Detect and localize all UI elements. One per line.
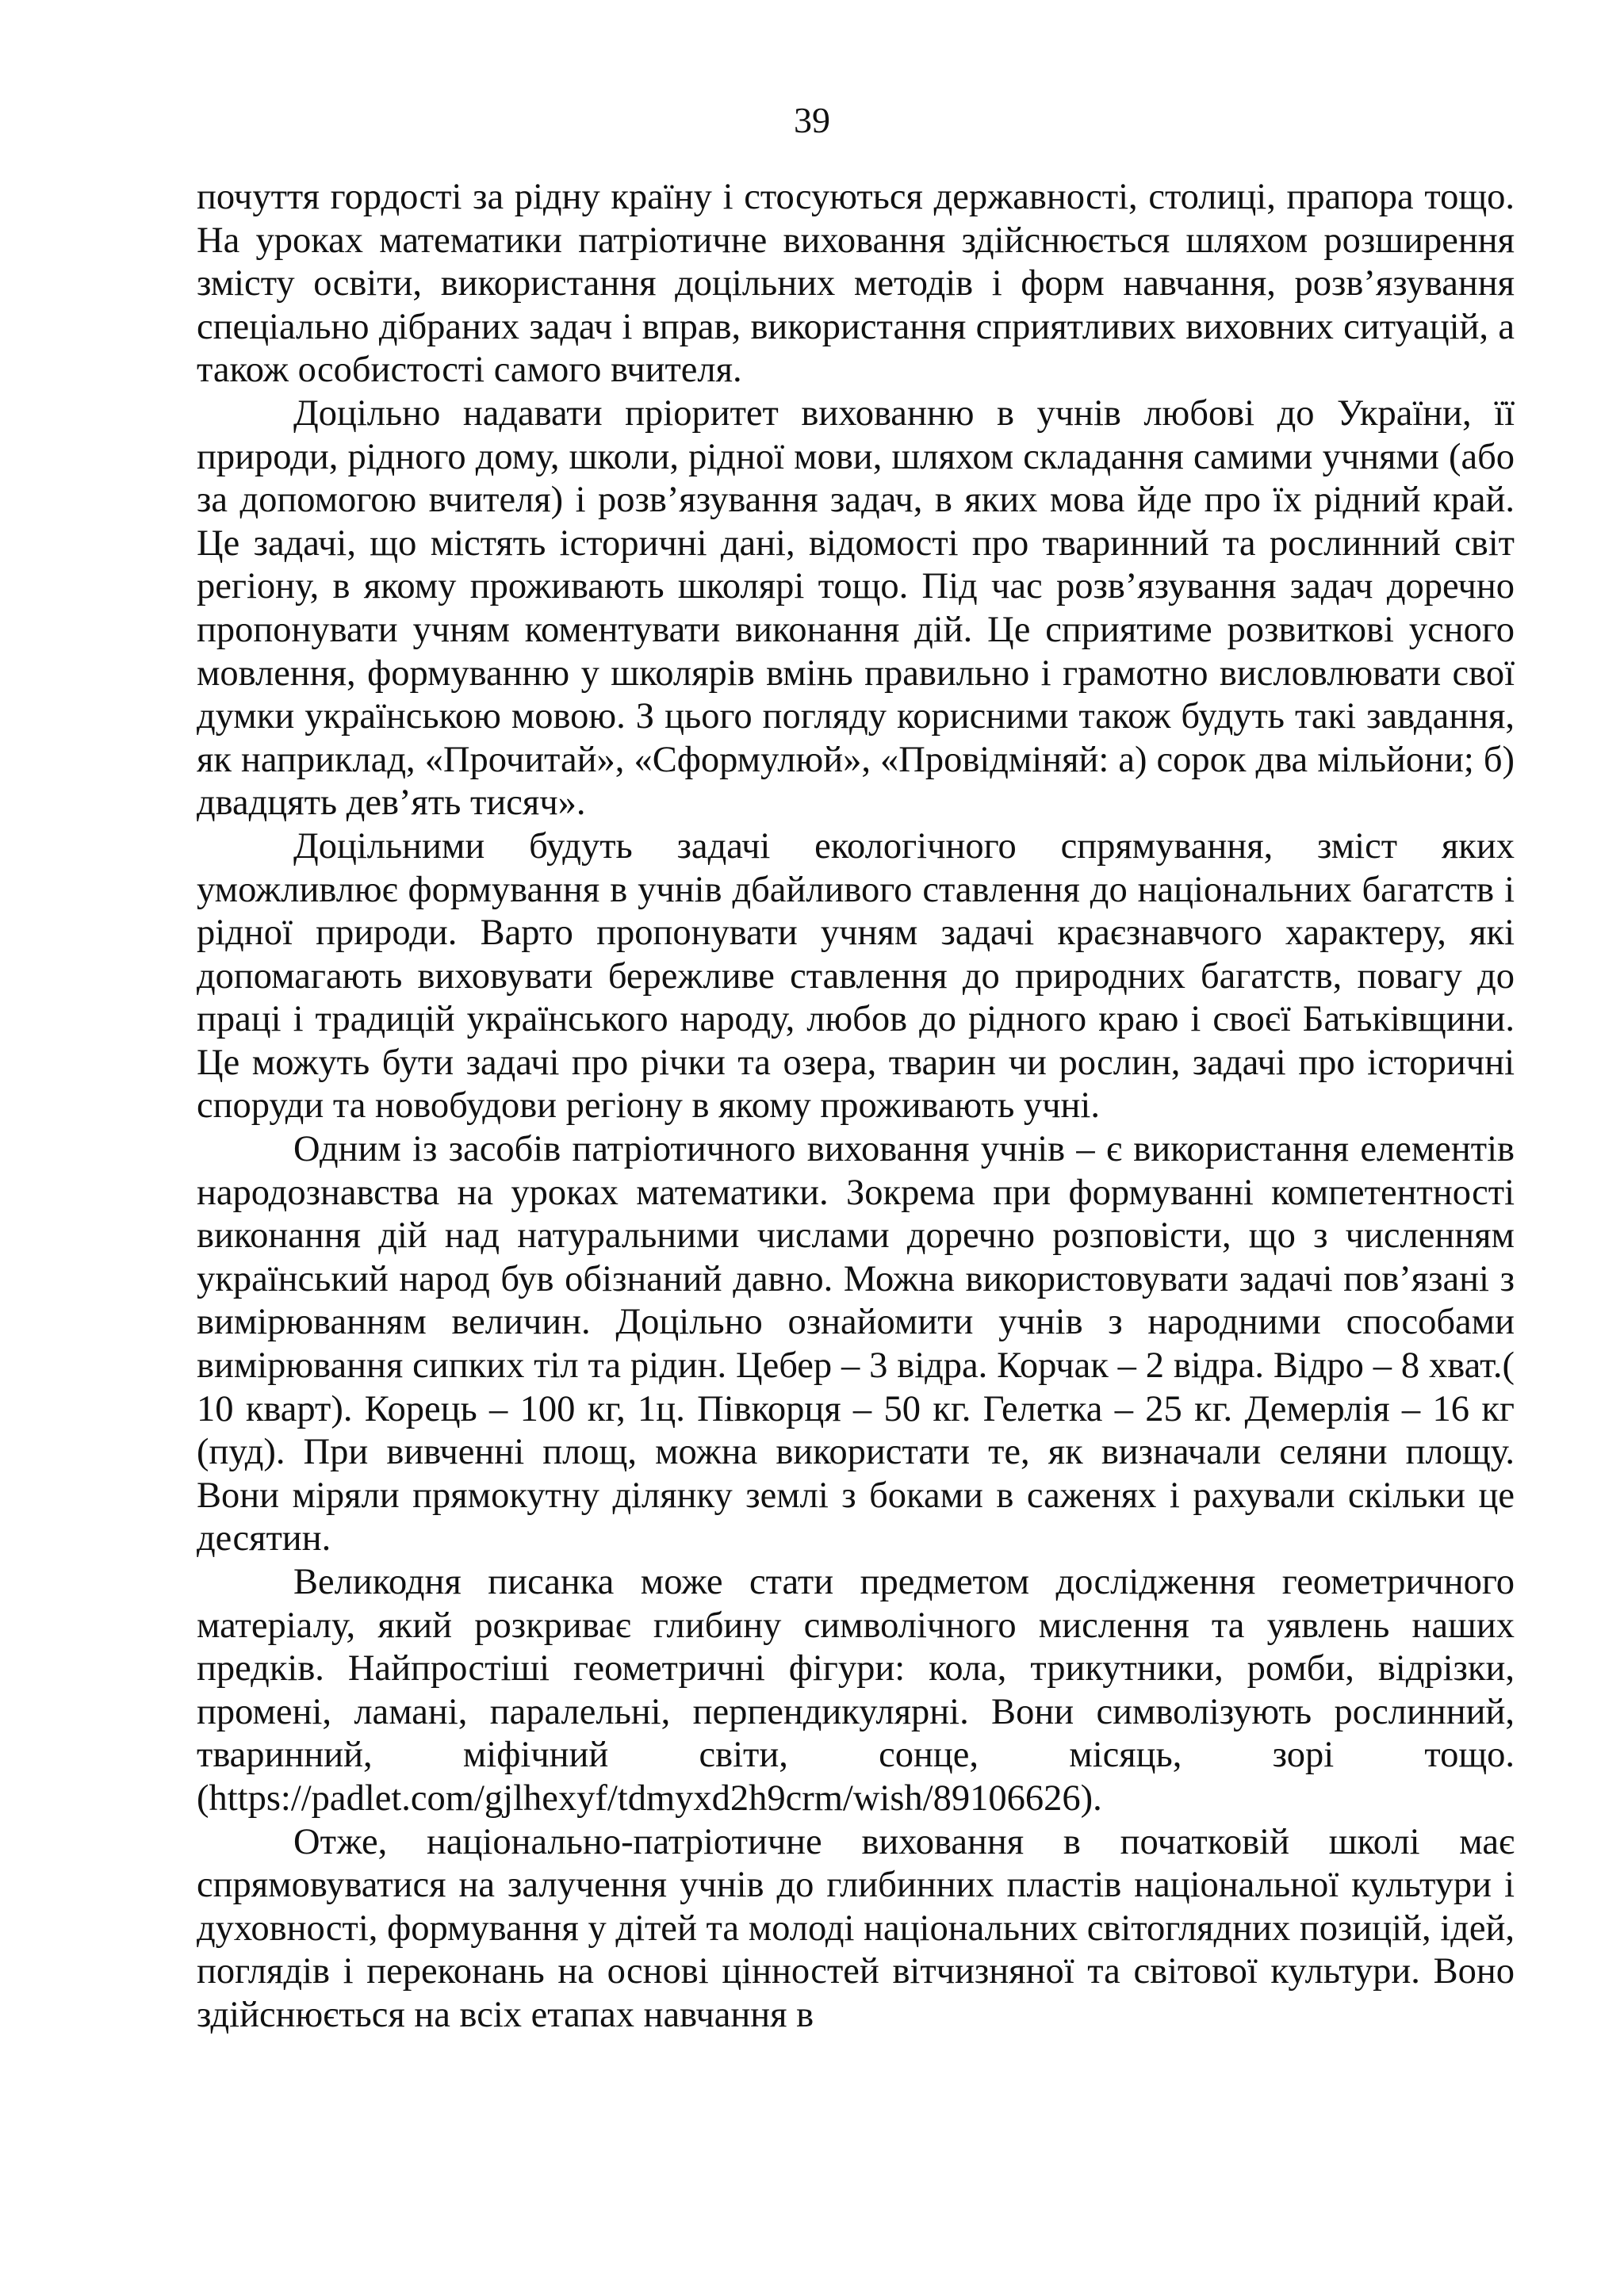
- paragraph-1: почуття гордості за рідну країну і стосуються державності, столиці, прапора тощо. На уроках математики патріотичне виховання здійснюється шляхом розширення змісту освіти, використання доцільних методів і форм навчання, розв’язування спеціально дібраних задач і вправ, використання сприятливих виховних ситуацій, а також особистості самого вчителя.: [197, 177, 1515, 391]
- page-number: 39: [794, 100, 830, 140]
- paragraph-2: Доцільно надавати пріоритет вихованню в учнів любові до України, її природи, рідного дому, школи, рідної мови, шляхом складання самими учнями (або за допомогою вчителя) і розв’язування задач, в яких мова йде про їх рідний край. Це задачі, що містять історичні дані, відомості про тваринний та рослинний світ регіону, в якому проживають школярі тощо. Під час розв’язування задач доречно пропонувати учням коментувати виконання дій. Це сприятиме розвиткові усного мовлення, формуванню у школярів вмінь правильно і грамотно висловлювати свої думки українською мовою. З цього погляду корисними також будуть такі завдання, як наприклад, «Прочитай», «Сформулюй», «Провідміняй: а) сорок два мільйони; б) двадцять дев’ять тисяч».: [197, 392, 1515, 824]
- document-body: [197, 176, 1515, 2038]
- paragraph-6: Отже, національно-патріотичне виховання в початковій школі має спрямовуватися на залучення учнів до глибинних пластів національної культури і духовності, формування у дітей та молоді національних світоглядних позицій, ідей, поглядів і переконань на основі цінностей вітчизняної та світової культури. Воно здійснюється на всіх етапах навчання в: [197, 1821, 1515, 2035]
- reference-link[interactable]: (https://padlet.com/gjlhexyf/tdmyxd2h9crm/wish/89106626).: [197, 1777, 1102, 1819]
- paragraph-5-text: Великодня писанка може стати предметом дослідження геометричного матеріалу, який розкриває глибину символічного мислення та уявлень наших предків. Найпростіші геометричні фігури: кола, трикутники, ромби, відрізки, промені, ламані, паралельні, перпендикулярні. Вони символізують рослинний, тваринний, міфічний світи, сонце, місяць, зорі тощо.: [197, 1562, 1515, 1776]
- paragraph-3: Доцільними будуть задачі екологічного спрямування, зміст яких уможливлює формування в учнів дбайливого ставлення до національних багатств і рідної природи. Варто пропонувати учням задачі краєзнавчого характеру, які допомагають виховувати бережливе ставлення до природних багатств, повагу до праці і традицій українського народу, любов до рідного краю і своєї Батьківщини. Це можуть бути задачі про річки та озера, тварин чи рослин, задачі про історичні споруди та новобудови регіону в якому проживають учні.: [197, 825, 1515, 1127]
- paragraph-4: Одним із засобів патріотичного виховання учнів – є використання елементів народознавства на уроках математики. Зокрема при формуванні компетентності виконання дій над натуральними числами доречно розповісти, що з численням український народ був обізнаний давно. Можна використовувати задачі пов’язані з вимірюванням величин. Доцільно ознайомити учнів з народними способами вимірювання сипких тіл та рідин. Цебер – 3 відра. Корчак – 2 відра. Відро – 8 хват.( 10 кварт). Корець – 100 кг, 1ц. Півкорця – 50 кг. Гелетка – 25 кг. Демерлія – 16 кг (пуд). При вивченні площ, можна використати те, як визначали селяни площу. Вони міряли прямокутну ділянку землі з боками в саженях і рахували скільки це десятин.: [197, 1129, 1515, 1559]
- paragraph-5: [197, 1561, 1515, 1821]
